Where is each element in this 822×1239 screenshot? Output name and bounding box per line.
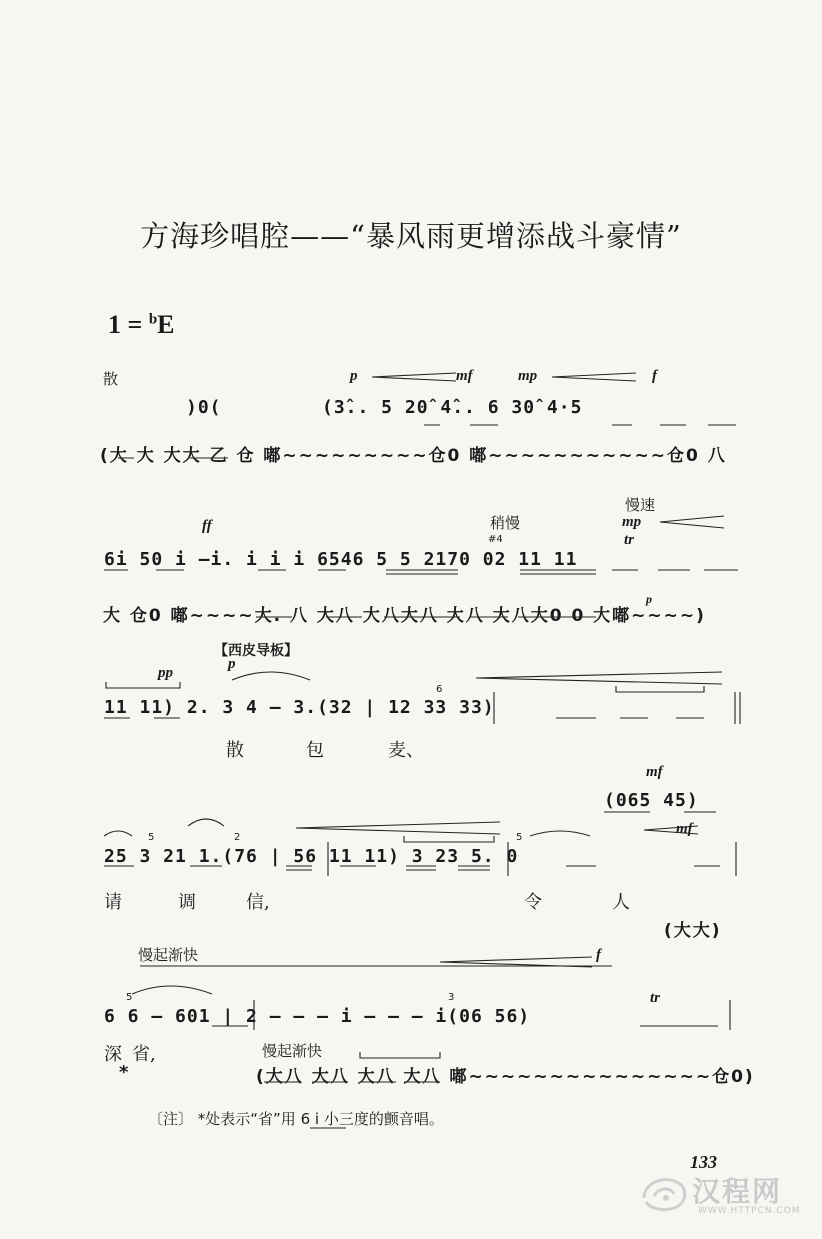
dynamic-f: f (652, 368, 657, 384)
dynamic-p: p (350, 368, 358, 384)
notes-row-2: 6i 50 i —i. i i i 6546 5 5 2170 02 11 11 (104, 549, 578, 570)
watermark-text: 汉程网 (692, 1175, 783, 1208)
lyric-word: 深 (104, 1044, 122, 1065)
trill-mark: tr (624, 532, 635, 548)
notes-row-4: 25 3 21 1.(76 | 56 11 11) 3 23 5. 0 (104, 846, 519, 867)
slur (188, 819, 224, 826)
crescendo-hairpin (552, 373, 636, 381)
grace-note-5a: 5 (126, 992, 133, 1003)
banzi-label: 【西皮导板】 (214, 643, 298, 659)
dynamic-mp-2: mp (622, 514, 642, 530)
notes-pre: )0( (186, 397, 222, 418)
dynamic-p-3: p (228, 656, 236, 672)
footnote: 〔注〕 *处表示“省”用 6 i 小三度的颤音唱。 (148, 1110, 444, 1128)
notes-row-5: 6 6 — 601 | 2 — — — i — — — i(06 56) (104, 1006, 531, 1027)
perc-tempo-5: 慢起渐快 (262, 1042, 323, 1060)
tempo-shaoman: 稍慢 (490, 514, 521, 532)
dynamic-f-5: f (596, 947, 601, 963)
lyric-word: 省, (132, 1044, 156, 1065)
grace-note-4b: 2 (234, 832, 241, 843)
percussion-tail-4: (大大) (664, 921, 722, 941)
bracket (360, 1052, 440, 1058)
dynamic-pp: pp (158, 665, 173, 681)
bracket (616, 686, 704, 692)
notes-row-1: (3̂.. 5 20̂ 4̂.. 6 30̂ 4·5 (322, 397, 583, 418)
decrescendo-hairpin (660, 516, 724, 528)
lyric-word: 麦、 (388, 740, 424, 761)
key-lead: 1 = (108, 310, 149, 339)
upper-accompaniment: (065 45) (604, 790, 699, 811)
tempo-manqi-jiankuai: 慢起渐快 (138, 946, 199, 964)
tempo-mansu: 慢速 (625, 496, 656, 514)
slur (132, 986, 212, 994)
grace-note: #4 (488, 534, 503, 545)
slur (530, 831, 590, 836)
bracket (404, 836, 494, 842)
note-underline (104, 570, 738, 574)
dynamic-mf-upper: mf (646, 764, 663, 780)
lyric-word: 人 (612, 892, 630, 913)
lyric-word: 包 (306, 740, 324, 761)
watermark-url: WWW.HTTPCN.COM (698, 1206, 801, 1216)
crescendo-hairpin (372, 373, 456, 381)
slur (104, 831, 132, 836)
note-underline (104, 866, 720, 870)
page-title: 方海珍唱腔——“暴风雨更增添战斗豪情” (140, 219, 682, 253)
slur (232, 672, 310, 680)
dynamic-ff: ff (202, 518, 212, 534)
lyric-word: 散 (226, 740, 244, 761)
dynamic-mp: mp (518, 368, 538, 384)
bar-line (328, 842, 736, 876)
key-flat: b (148, 311, 158, 328)
dynamic-mf-4: mf (676, 821, 693, 837)
grace-note-4a: 5 (148, 832, 155, 843)
bar-line (494, 692, 740, 724)
lyric-word: 请 (104, 892, 122, 913)
trill-mark-5: tr (650, 990, 661, 1006)
grace-note-3: 6 (436, 684, 443, 695)
percussion-dynamic-p: p (646, 592, 652, 606)
page-number: 133 (690, 1152, 717, 1172)
percussion-row-5: (大八 大八 大八 大八 嘟~~~~~~~~~~~~~~~仓0) (256, 1067, 755, 1087)
notes-row-3: 11 11) 2. 3 4 — 3.(32 | 12 33 33) (104, 697, 495, 718)
asterisk-mark: * (119, 1062, 129, 1083)
hairpin-long (476, 672, 722, 684)
grace-note-4c: 5 (516, 832, 523, 843)
grace-note-5b: 3 (448, 992, 455, 1003)
bracket (106, 682, 180, 688)
lyric-word: 信, (246, 892, 270, 913)
hairpin-long (296, 822, 500, 834)
tempo-mark-san: 散 (103, 370, 119, 388)
lyric-word: 令 (524, 892, 542, 913)
dynamic-mf: mf (456, 368, 473, 384)
lyric-word: 调 (178, 892, 196, 913)
hairpin-short (644, 826, 698, 834)
key-note: E (157, 310, 175, 339)
percussion-row-2: 大 仓0 嘟~~~~大. 八 大八 大八大八 大八 大八大0 0 大嘟~~~~) (103, 606, 706, 626)
percussion-row-1: (大 大 大大 乙 仓 嘟~~~~~~~~~仓0 嘟~~~~~~~~~~~仓0 八 (100, 446, 727, 466)
